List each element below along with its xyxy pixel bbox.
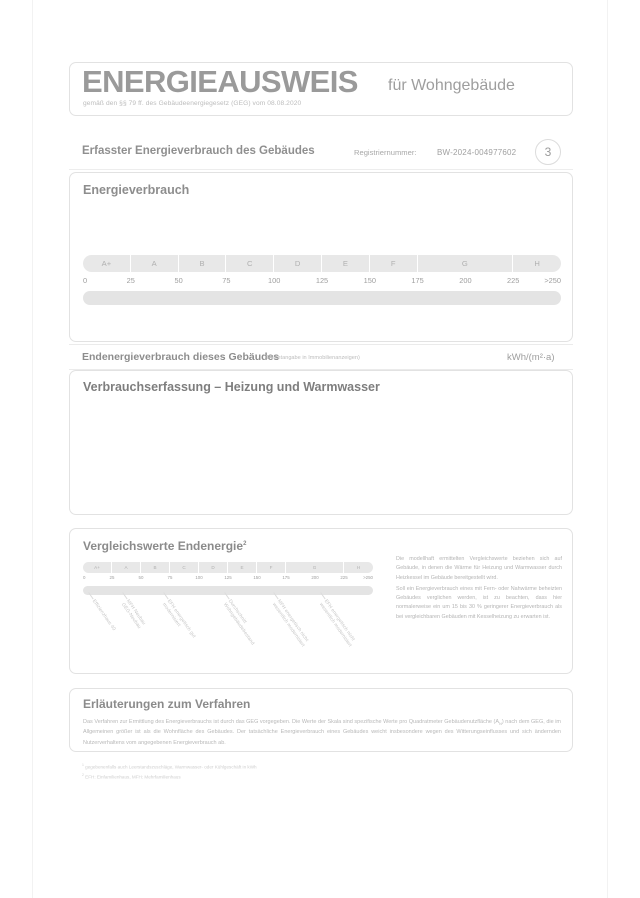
page-subtitle: gemäß den §§ 79 ff. des Gebäudeenergiegesetz (GEG) vom 08.08.2020	[83, 100, 302, 107]
energy-class-label: F	[390, 259, 396, 268]
benchmark-label-5	[316, 599, 357, 649]
comparison-tick-label: 175	[282, 575, 290, 580]
comparison-class-label: H	[356, 565, 361, 570]
energy-class-segment-C	[226, 255, 274, 272]
benchmark-label-text: EFH energetisch nicht wesentlich modernisiert	[317, 599, 355, 649]
comparison-class-segment-D	[199, 562, 228, 573]
comparison-class-label: A+	[94, 565, 100, 570]
comparison-tick-label: 100	[195, 575, 203, 580]
benchmark-label-text: MFH energetisch nicht wesentlich modernisiert	[270, 599, 309, 649]
energy-tick-label: 100	[268, 276, 281, 285]
comparison-class-segment-G	[286, 562, 344, 573]
energy-class-segment-H	[513, 255, 561, 272]
energy-class-label: D	[294, 259, 301, 268]
comparison-tick-label: >250	[363, 575, 373, 580]
energy-class-label: B	[199, 259, 205, 268]
footnote-2	[82, 772, 552, 782]
comparison-tick-label: 0	[83, 575, 86, 580]
comparison-class-label: D	[211, 565, 215, 570]
comparison-values-title-text: Vergleichswerte Endenergie	[83, 539, 244, 553]
energy-class-label: E	[342, 259, 348, 268]
comparison-class-bar	[83, 562, 373, 573]
energy-tick-label: 200	[459, 276, 472, 285]
benchmark-label-4	[270, 599, 311, 649]
comparison-tick-label: 75	[167, 575, 173, 580]
energy-tick-label: 125	[315, 276, 329, 285]
comparison-values-panel	[69, 528, 573, 674]
energy-class-label: C	[247, 259, 253, 268]
energy-tick-label: 75	[222, 276, 231, 285]
record-section-title: Erfasster Energieverbrauch des Gebäudes	[82, 145, 315, 157]
energy-tick-label: 25	[126, 276, 135, 285]
energy-consumption-panel	[69, 172, 573, 342]
energy-class-label: H	[534, 259, 540, 268]
energy-tick-label: 175	[411, 276, 424, 285]
energy-class-segment-E	[322, 255, 370, 272]
energy-tick-label: 50	[174, 276, 183, 285]
benchmark-label-group	[83, 599, 383, 671]
benchmark-label-2	[159, 599, 196, 644]
comparison-paragraph-1: Die modellhaft ermittelten Vergleichswerte beziehen sich auf Gebäude, in denen die Wärme für Heizung und Warmwasser durch Heizkessel im Gebäude bereitgestellt wird.	[396, 556, 562, 581]
comparison-tick-label: 25	[109, 575, 115, 580]
footnote-1	[82, 762, 552, 772]
comparison-tick-label: 200	[311, 575, 319, 580]
energy-class-segment-G	[418, 255, 514, 272]
comparison-paragraph-2: Soll ein Energieverbrauch eines mit Fern- oder Nahwärme beheizten Gebäudes verglichen werden, ist zu beachten, dass hier normalerweise ein um 15 bis 30 % geringerer Energieverbrauch als bei vergleichbaren Gebäuden mit Kesselheizung zu erwarten ist.	[396, 585, 562, 620]
footnote-group	[82, 762, 552, 783]
energy-class-segment-F	[370, 255, 418, 272]
energy-scale-underbar	[83, 291, 561, 305]
comparison-class-segment-A	[112, 562, 141, 573]
comparison-class-label: G	[312, 565, 317, 570]
explanation-text-part-2: ) nach dem GEG, die im Allgemeinen größer ist als die Wohnfläche des Gebäudes. Der tatsächliche Energieverbrauch eines Gebäudes weicht insbesondere wegen des Witterungseinflusses und sich ändernden Nutzerverhaltens vom angegebenen Energieverbrauch ab.	[83, 719, 562, 746]
comparison-explanation-text	[396, 555, 562, 624]
energy-class-bar	[83, 255, 561, 272]
final-energy-unit: kWh/(m²·a)	[507, 352, 555, 363]
procedure-explanation-title: Erläuterungen zum Verfahren	[83, 697, 251, 711]
document-title-panel	[69, 62, 573, 116]
comparison-tick-label: 150	[253, 575, 261, 580]
benchmark-label-0	[89, 599, 115, 633]
benchmark-label-1	[119, 599, 147, 631]
comparison-class-segment-F	[257, 562, 286, 573]
page-number-badge: 3	[535, 139, 561, 165]
energy-tick-label: >250	[544, 276, 561, 285]
footnote-marker: 2	[82, 773, 84, 778]
energy-tick-label: 225	[507, 276, 520, 285]
footnote-text: gegebenenfalls auch Leerstandszuschläge, Warmwasser- oder Kühlgeschäft in kWh	[83, 764, 257, 770]
registration-number-label: Registriernummer:	[354, 148, 417, 157]
metering-title: Verbrauchserfassung – Heizung und Warmwasser	[83, 380, 380, 394]
comparison-class-segment-B	[141, 562, 170, 573]
comparison-tick-label: 50	[138, 575, 144, 580]
energy-class-label: A+	[101, 259, 112, 268]
record-section-bar	[69, 136, 573, 170]
comparison-scale-underbar	[83, 586, 373, 595]
comparison-class-label: A	[124, 565, 128, 570]
energy-class-segment-B	[179, 255, 227, 272]
final-energy-note: (Pflichtangabe in Immobilienanzeigen)	[265, 355, 360, 361]
procedure-explanation-panel	[69, 688, 573, 752]
comparison-class-label: F	[269, 565, 273, 570]
comparison-tick-label: 125	[224, 575, 232, 580]
explanation-subscript: N	[499, 721, 502, 727]
benchmark-label-text: Effizienzhaus 40	[90, 599, 116, 632]
procedure-explanation-body	[83, 717, 561, 748]
energy-tick-label: 0	[83, 276, 88, 285]
footnote-marker: 1	[82, 763, 84, 767]
benchmark-label-text: EFH energetisch gut modernisiert	[160, 599, 197, 640]
energy-class-segment-D	[274, 255, 322, 272]
comparison-class-segment-Aplus	[83, 562, 112, 573]
benchmark-label-text: Durchschnitt Wohngebäudebestand	[221, 599, 255, 647]
energy-tick-label: 150	[363, 276, 376, 285]
energy-class-label: A	[151, 259, 157, 268]
comparison-class-segment-E	[228, 562, 257, 573]
explanation-text-part-1: Das Verfahren zur Ermittlung des Energieverbrauchs ist durch das GEG vorgegeben. Die Werte der Skala sind spezifische Werte pro Quadratmeter Gebäudenutzfläche (A	[83, 719, 500, 725]
benchmark-label-text: MFH Neubau GEG-Neubau	[119, 599, 147, 631]
comparison-values-title	[83, 539, 246, 553]
comparison-class-segment-C	[170, 562, 199, 573]
metering-panel	[69, 370, 573, 515]
final-energy-row	[69, 344, 573, 370]
comparison-class-segment-H	[344, 562, 373, 573]
energy-consumption-title: Energieverbrauch	[83, 183, 190, 197]
comparison-tick-label: 225	[340, 575, 348, 580]
comparison-class-label: C	[182, 565, 186, 570]
registration-number-value: BW-2024-004977602	[437, 148, 517, 157]
comparison-class-label: B	[153, 565, 157, 570]
comparison-title-footnote-marker: 2	[243, 541, 247, 547]
benchmark-label-3	[220, 599, 259, 647]
final-energy-label: Endenergieverbrauch dieses Gebäudes	[82, 351, 280, 363]
energy-class-segment-Aplus	[83, 255, 131, 272]
page-title-suffix: für Wohngebäude	[388, 77, 515, 94]
page-title: ENERGIEAUSWEIS	[82, 64, 358, 99]
energy-class-segment-A	[131, 255, 179, 272]
energy-scale-ticks	[83, 276, 561, 288]
comparison-class-label: E	[240, 565, 244, 570]
energy-class-label: G	[461, 259, 468, 268]
document-page	[32, 0, 608, 898]
footnote-text: EFH: Einfamilienhaus, MFH: Mehrfamilienhaus	[83, 774, 181, 780]
